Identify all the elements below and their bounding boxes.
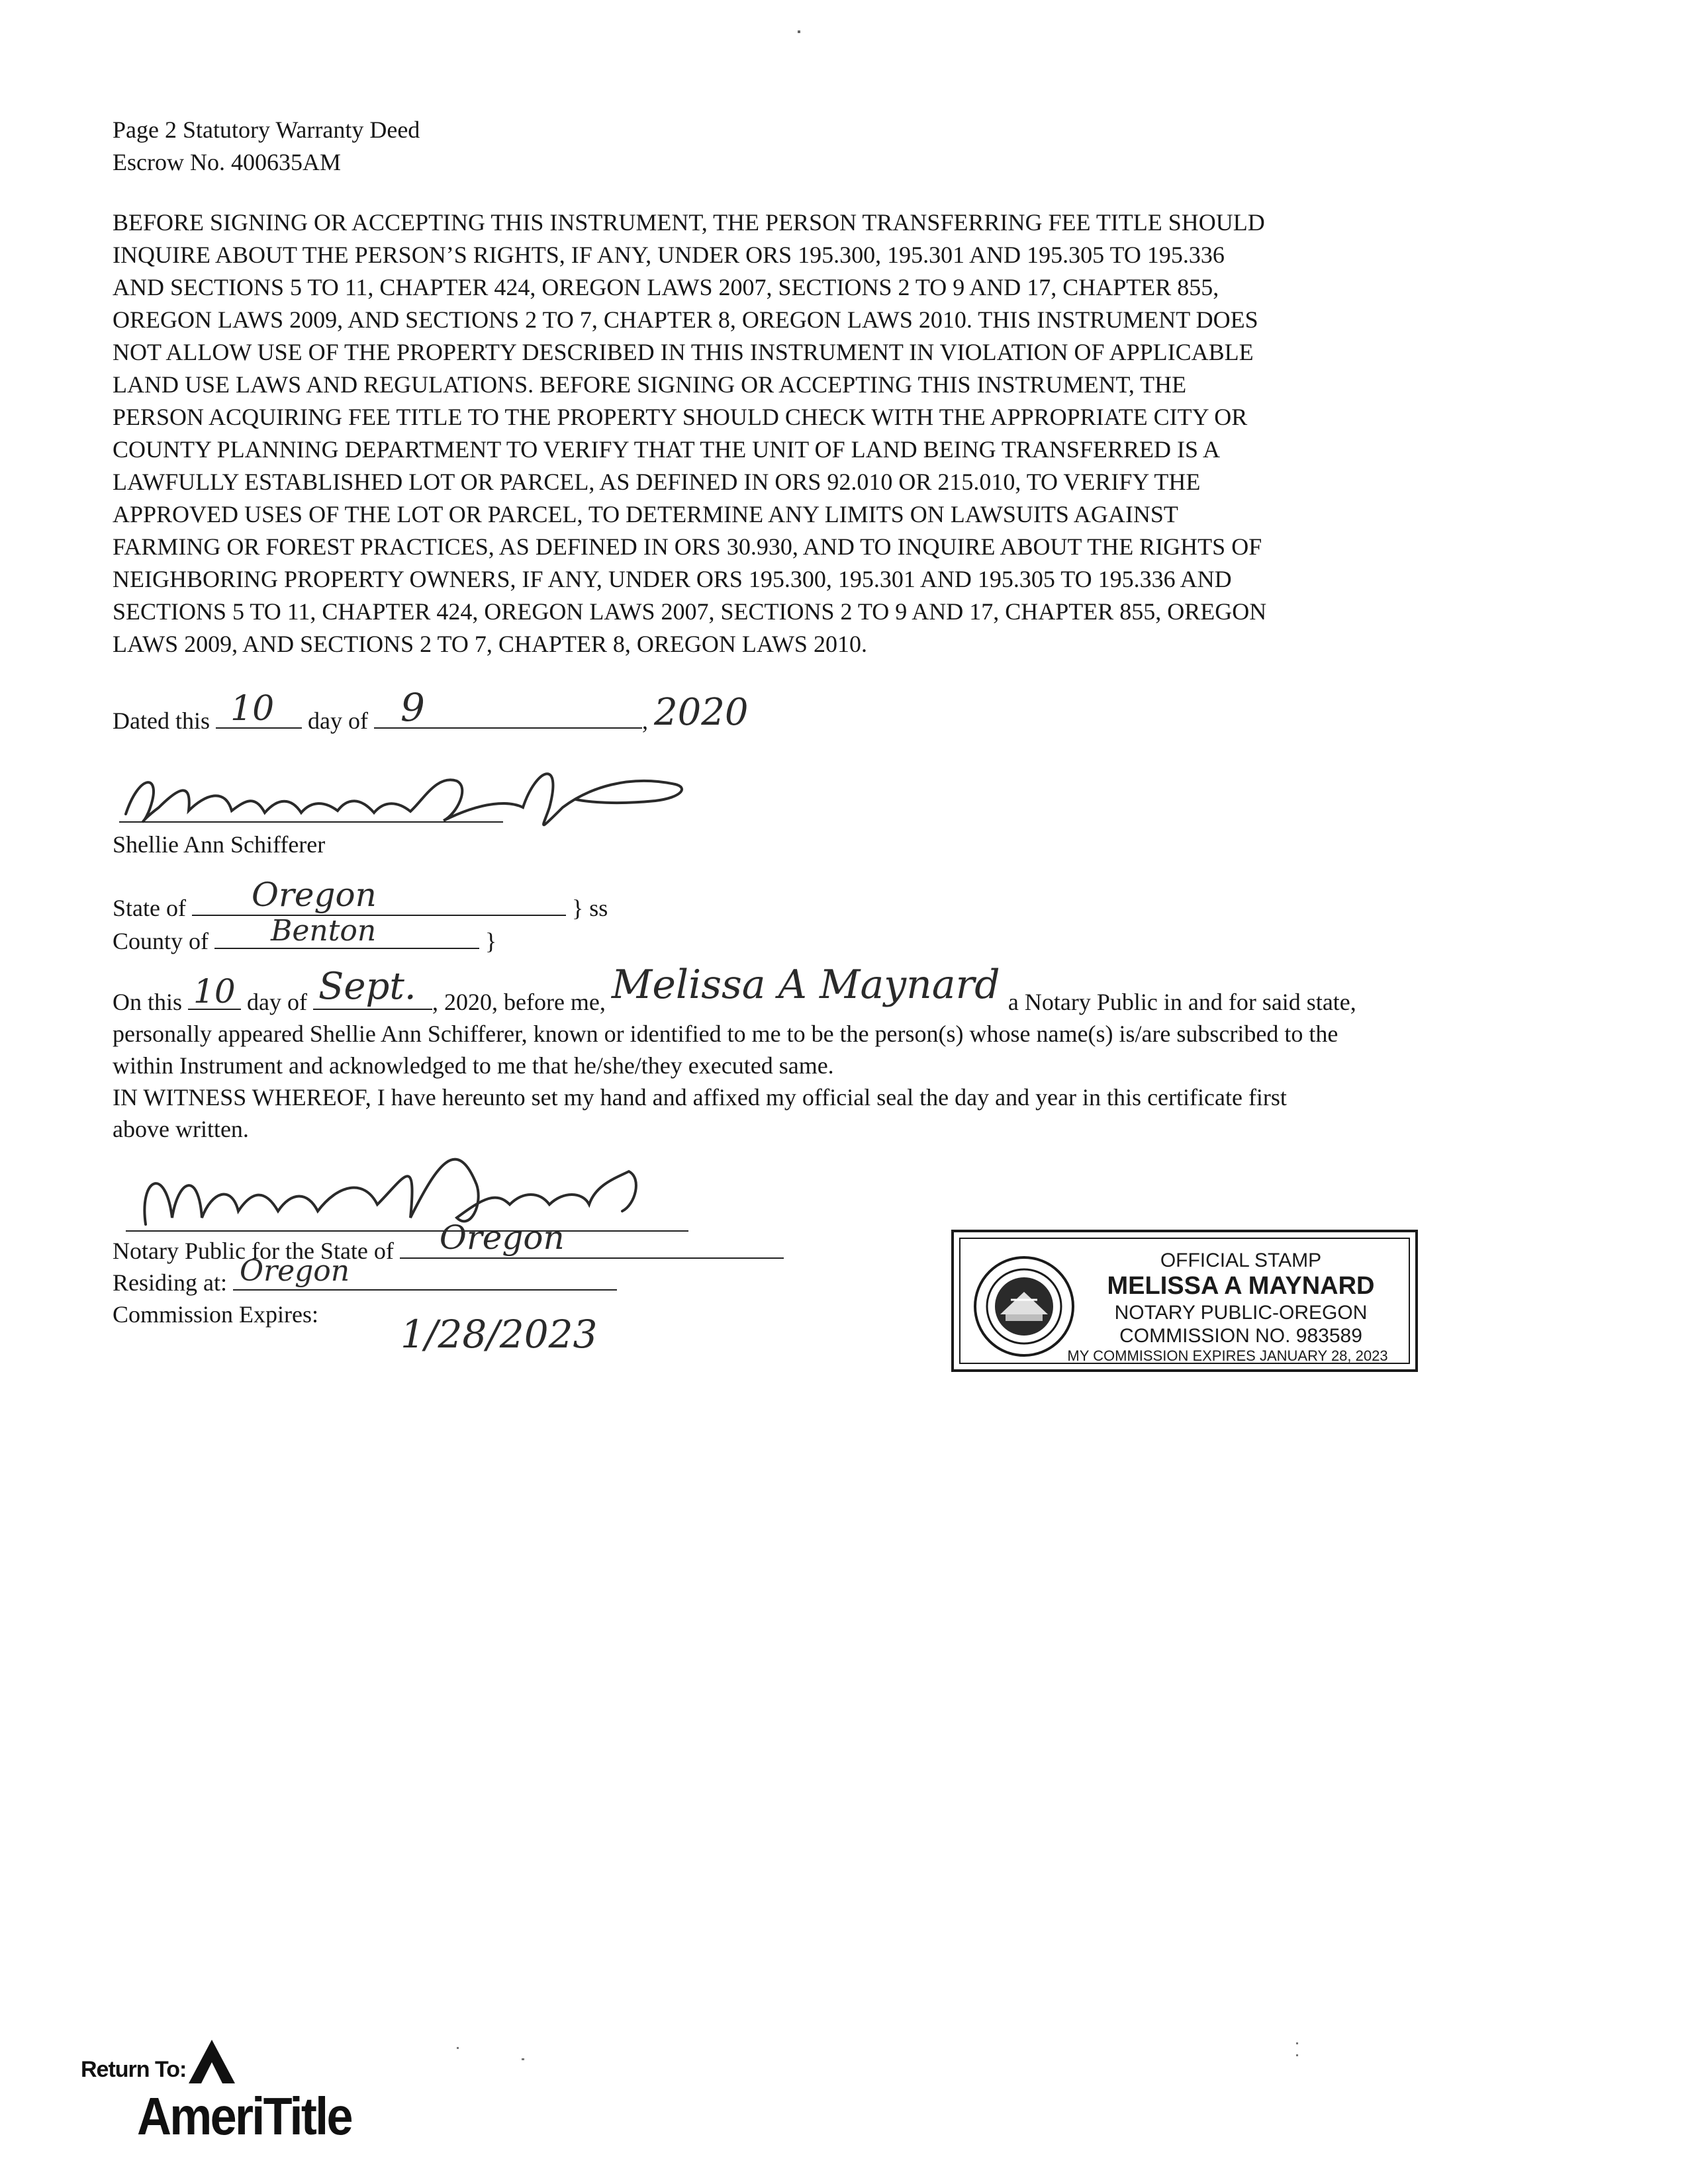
stamp-line-3: NOTARY PUBLIC-OREGON — [1114, 1302, 1368, 1324]
ack-on-this: On this — [113, 989, 183, 1015]
venue-brace: } — [485, 928, 497, 954]
ack-year-text: , 2020, before me, — [432, 989, 606, 1015]
notary-residing-label: Residing at: — [113, 1269, 227, 1296]
notary-expires-label: Commission Expires: — [113, 1301, 319, 1328]
disclosure-line: LAWS 2009, AND SECTIONS 2 TO 7, CHAPTER 8, OREGON LAWS 2010. — [113, 631, 867, 657]
disclosure-line: BEFORE SIGNING OR ACCEPTING THIS INSTRUMENT, THE PERSON TRANSFERRING FEE TITLE SHOULD — [113, 209, 1265, 236]
scan-speck — [522, 2058, 524, 2060]
venue-county-blank — [214, 914, 479, 949]
disclosure-line: LAWFULLY ESTABLISHED LOT OR PARCEL, AS DEFINED IN ORS 92.010 OR 215.010, TO VERIFY THE — [113, 469, 1201, 495]
acknowledgment-line-1 — [113, 962, 1356, 1019]
ameritite-brand: AmeriTitle — [137, 2087, 352, 2146]
notary-expires-value: 1/28/2023 — [400, 1312, 598, 1357]
venue-ss: } ss — [571, 895, 608, 921]
ack-day-blank — [188, 972, 241, 1011]
disclosure-line: OREGON LAWS 2009, AND SECTIONS 2 TO 7, CHAPTER 8, OREGON LAWS 2010. THIS INSTRUMENT DOES — [113, 306, 1258, 333]
ack-month-value: Sept. — [318, 965, 416, 1008]
return-to-label: Return To: — [81, 2057, 187, 2082]
notary-signature — [126, 1138, 722, 1244]
dated-prefix: Dated this — [113, 707, 210, 734]
notary-residing-value: Oregon — [240, 1254, 350, 1288]
venue-state-value: Oregon — [251, 876, 377, 914]
disclosure-line: AND SECTIONS 5 TO 11, CHAPTER 424, OREGON LAWS 2007, SECTIONS 2 TO 9 AND 17, CHAPTER 855, — [113, 274, 1219, 300]
dated-year-value: 2020 — [653, 691, 749, 734]
ack-after-name: a Notary Public in and for said state, — [1008, 989, 1356, 1015]
return-to-logo — [81, 2032, 359, 2151]
stamp-line-4: COMMISSION NO. 983589 — [1119, 1325, 1362, 1347]
grantor-name: Shellie Ann Schifferer — [113, 831, 326, 858]
dated-day-blank — [216, 689, 302, 729]
stamp-line-1: OFFICIAL STAMP — [1160, 1250, 1322, 1271]
page-title: Page 2 Statutory Warranty Deed — [113, 116, 420, 143]
disclosure-line: INQUIRE ABOUT THE PERSON’S RIGHTS, IF ANY, UNDER ORS 195.300, 195.301 AND 195.305 TO 195.336 — [113, 242, 1225, 268]
venue-state-label: State of — [113, 895, 186, 921]
ack-day-of: day of — [247, 989, 307, 1015]
scan-speck — [1296, 2054, 1298, 2056]
notary-residing-line — [113, 1254, 617, 1299]
acknowledgment-line-2: personally appeared Shellie Ann Schifferer, known or identified to me to be the person(s) whose name(s) is/are subscribed to the — [113, 1021, 1338, 1047]
acknowledgment-line-3: within Instrument and acknowledged to me that he/she/they executed same. — [113, 1052, 834, 1079]
venue-county-value: Benton — [271, 914, 377, 948]
grantor-signature — [113, 761, 708, 834]
notary-state-label: Notary Public for the State of — [113, 1238, 394, 1264]
acknowledgment-line-4: IN WITNESS WHEREOF, I have hereunto set my hand and affixed my official seal the day and year in this certificate first — [113, 1084, 1287, 1111]
acknowledgment-line-5: above written. — [113, 1116, 249, 1142]
dated-day-value: 10 — [230, 689, 275, 729]
notary-state-line — [113, 1218, 784, 1267]
grantor-signature-scribble — [113, 761, 708, 834]
ack-notary-name: Melissa A Maynard — [611, 962, 1000, 1008]
disclosure-line: APPROVED USES OF THE LOT OR PARCEL, TO DETERMINE ANY LIMITS ON LAWSUITS AGAINST — [113, 501, 1178, 527]
disclosure-line: SECTIONS 5 TO 11, CHAPTER 424, OREGON LAWS 2007, SECTIONS 2 TO 9 AND 17, CHAPTER 855, OREGON — [113, 598, 1267, 625]
dated-month-blank — [374, 685, 642, 730]
land-use-disclosure — [113, 206, 1542, 660]
ack-day-value: 10 — [193, 972, 236, 1011]
notary-residing-blank — [233, 1254, 617, 1291]
stamp-line-5: MY COMMISSION EXPIRES JANUARY 28, 2023 — [1067, 1347, 1388, 1364]
dated-separator: , — [641, 707, 648, 734]
disclosure-line: LAND USE LAWS AND REGULATIONS. BEFORE SIGNING OR ACCEPTING THIS INSTRUMENT, THE — [113, 371, 1187, 398]
ameritite-a-mark-icon — [185, 2038, 238, 2085]
disclosure-line: FARMING OR FOREST PRACTICES, AS DEFINED IN ORS 30.930, AND TO INQUIRE ABOUT THE RIGHTS OF — [113, 533, 1262, 560]
stamp-inner-border — [959, 1238, 1410, 1364]
escrow-number: Escrow No. 400635AM — [113, 149, 341, 175]
official-stamp — [951, 1230, 1418, 1372]
notary-state-blank — [400, 1218, 784, 1259]
dated-day-label: day of — [307, 707, 368, 734]
scan-speck — [798, 30, 800, 33]
ack-month-blank — [313, 965, 432, 1010]
disclosure-line: NEIGHBORING PROPERTY OWNERS, IF ANY, UNDER ORS 195.300, 195.301 AND 195.305 TO 195.336 AND — [113, 566, 1232, 592]
notary-state-value: Oregon — [439, 1218, 565, 1257]
disclosure-line: PERSON ACQUIRING FEE TITLE TO THE PROPERTY SHOULD CHECK WITH THE APPROPRIATE CITY OR — [113, 404, 1248, 430]
venue-county-line — [113, 914, 497, 958]
scan-speck — [457, 2047, 459, 2049]
ack-notary-blank — [611, 962, 1002, 1010]
disclosure-line: COUNTY PLANNING DEPARTMENT TO VERIFY THAT THE UNIT OF LAND BEING TRANSFERRED IS A — [113, 436, 1220, 463]
dated-line — [113, 685, 749, 737]
disclosure-line: NOT ALLOW USE OF THE PROPERTY DESCRIBED IN THIS INSTRUMENT IN VIOLATION OF APPLICABLE — [113, 339, 1254, 365]
scan-speck — [1296, 2042, 1298, 2044]
notary-signature-scribble — [126, 1138, 722, 1244]
venue-county-label: County of — [113, 928, 209, 954]
dated-month-value: 9 — [400, 685, 425, 730]
document-header — [113, 114, 420, 179]
stamp-line-2: MELISSA A MAYNARD — [1107, 1272, 1375, 1300]
notary-expires-line — [113, 1298, 318, 1331]
venue-state-blank — [192, 876, 566, 916]
oregon-seal-icon — [971, 1253, 1077, 1359]
